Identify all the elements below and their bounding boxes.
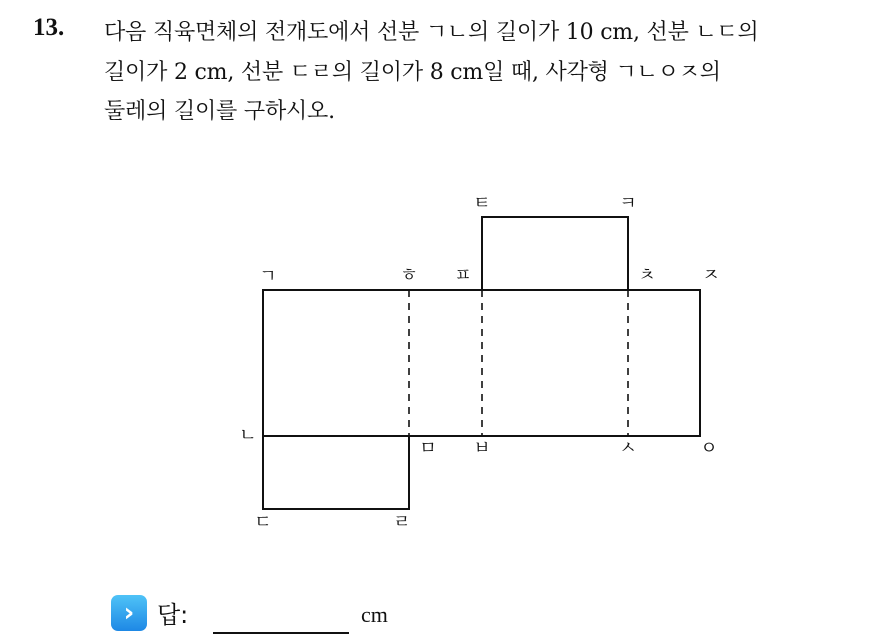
vertex-label-giyeok: ㄱ	[259, 266, 277, 287]
question-text-line-3: 둘레의 길이를 구하시오.	[104, 99, 335, 124]
vertex-label-bieup: ㅂ	[473, 438, 491, 459]
vertex-label-tieut: ㅌ	[473, 193, 491, 214]
chevron-right-icon: ›	[111, 595, 147, 631]
answer-unit: cm	[361, 602, 388, 627]
vertex-label-hieut: ㅎ	[400, 265, 418, 286]
net-fold-lines	[263, 290, 628, 436]
vertex-label-siot: ㅅ	[619, 438, 637, 459]
vertex-label-mieum: ㅁ	[419, 438, 437, 459]
answer-label: 답:	[157, 601, 189, 629]
net-solid-edges	[263, 217, 700, 509]
question-text-line-2: 길이가 2 cm, 선분 ㄷㄹ의 길이가 8 cm일 때, 사각형 ㄱㄴㅇㅈ의	[104, 60, 721, 85]
answer-row	[111, 592, 431, 637]
vertex-label-pieup: ㅍ	[454, 265, 472, 286]
question-text-line-1: 다음 직육면체의 전개도에서 선분 ㄱㄴ의 길이가 10 cm, 선분 ㄴㄷ의	[104, 20, 759, 45]
question-number: 13.	[33, 14, 65, 41]
vertex-label-ieung: ㅇ	[700, 438, 718, 459]
vertex-label-jieut: ㅈ	[702, 265, 720, 286]
vertex-label-chieut: ㅊ	[638, 265, 656, 286]
answer-blank[interactable]	[213, 632, 349, 634]
vertex-label-nieun: ㄴ	[239, 425, 257, 446]
vertex-label-kieuk: ㅋ	[619, 193, 637, 214]
vertex-label-digeut: ㄷ	[254, 512, 272, 533]
top-flap-outline	[482, 217, 628, 290]
vertex-label-rieul: ㄹ	[393, 512, 411, 533]
